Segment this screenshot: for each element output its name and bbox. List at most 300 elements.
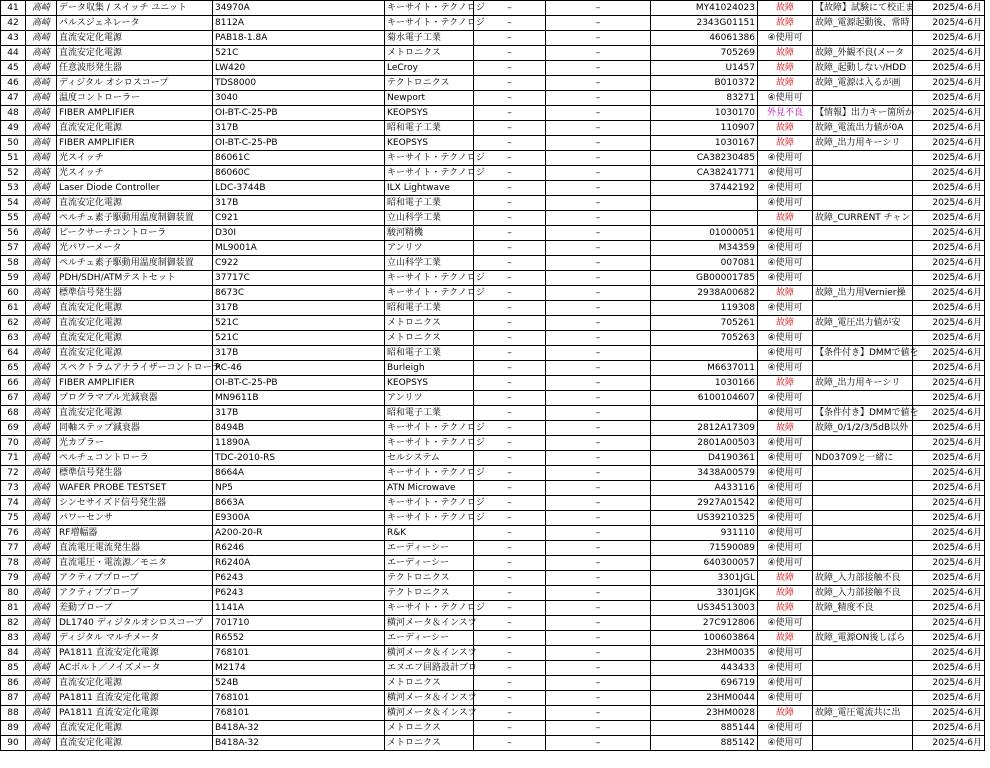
cell-site[interactable]: 高崎: [26, 721, 57, 736]
cell-dash-1[interactable]: –: [474, 466, 546, 481]
cell-equipment-name[interactable]: スペクトラムアナライザーコントローラ: [57, 361, 213, 376]
cell-note[interactable]: [813, 331, 913, 346]
cell-serial[interactable]: 37442192: [651, 181, 758, 196]
cell-model[interactable]: A200-20-R: [213, 526, 385, 541]
cell-dash-2[interactable]: –: [546, 316, 651, 331]
cell-maker[interactable]: エーディーシー: [385, 556, 474, 571]
cell-site[interactable]: 高崎: [26, 421, 57, 436]
cell-site[interactable]: 高崎: [26, 661, 57, 676]
cell-dash-2[interactable]: –: [546, 1, 651, 16]
cell-row-number[interactable]: 85: [1, 661, 26, 676]
cell-note[interactable]: [813, 436, 913, 451]
cell-date[interactable]: 2025/4-6月: [913, 331, 985, 346]
cell-row-number[interactable]: 64: [1, 346, 26, 361]
cell-model[interactable]: 521C: [213, 46, 385, 61]
cell-date[interactable]: 2025/4-6月: [913, 346, 985, 361]
cell-equipment-name[interactable]: ディジタル マルチメータ: [57, 631, 213, 646]
cell-dash-1[interactable]: –: [474, 166, 546, 181]
cell-equipment-name[interactable]: PA1811 直流安定化電源: [57, 706, 213, 721]
cell-site[interactable]: 高崎: [26, 256, 57, 271]
cell-row-number[interactable]: 87: [1, 691, 26, 706]
cell-serial[interactable]: 007081: [651, 256, 758, 271]
cell-date[interactable]: 2025/4-6月: [913, 16, 985, 31]
cell-model[interactable]: ML9001A: [213, 241, 385, 256]
cell-dash-2[interactable]: –: [546, 541, 651, 556]
cell-status[interactable]: 故障: [758, 136, 813, 151]
cell-site[interactable]: 高崎: [26, 391, 57, 406]
cell-equipment-name[interactable]: 直流安定化電源: [57, 316, 213, 331]
cell-model[interactable]: LDC-3744B: [213, 181, 385, 196]
cell-equipment-name[interactable]: ACボルト／ノイズメータ: [57, 661, 213, 676]
cell-dash-2[interactable]: –: [546, 601, 651, 616]
cell-date[interactable]: 2025/4-6月: [913, 436, 985, 451]
cell-model[interactable]: R6240A: [213, 556, 385, 571]
cell-site[interactable]: 高崎: [26, 601, 57, 616]
cell-maker[interactable]: キーサイト・テクノロジ: [385, 151, 474, 166]
cell-site[interactable]: 高崎: [26, 571, 57, 586]
cell-serial[interactable]: 931110: [651, 526, 758, 541]
cell-model[interactable]: 8112A: [213, 16, 385, 31]
cell-site[interactable]: 高崎: [26, 691, 57, 706]
cell-status[interactable]: 故障: [758, 16, 813, 31]
cell-equipment-name[interactable]: 直流電圧・電流源／モニタ: [57, 556, 213, 571]
cell-row-number[interactable]: 51: [1, 151, 26, 166]
cell-note[interactable]: [813, 166, 913, 181]
cell-dash-1[interactable]: –: [474, 331, 546, 346]
cell-date[interactable]: 2025/4-6月: [913, 361, 985, 376]
cell-site[interactable]: 高崎: [26, 376, 57, 391]
cell-status[interactable]: ④使用可: [758, 256, 813, 271]
cell-dash-1[interactable]: –: [474, 91, 546, 106]
cell-model[interactable]: P6243: [213, 571, 385, 586]
cell-serial[interactable]: 83271: [651, 91, 758, 106]
cell-dash-1[interactable]: –: [474, 631, 546, 646]
cell-maker[interactable]: キーサイト・テクノロジ: [385, 436, 474, 451]
cell-note[interactable]: [813, 91, 913, 106]
cell-status[interactable]: ④使用可: [758, 691, 813, 706]
cell-row-number[interactable]: 53: [1, 181, 26, 196]
cell-site[interactable]: 高崎: [26, 676, 57, 691]
cell-note[interactable]: [813, 541, 913, 556]
cell-equipment-name[interactable]: 直流安定化電源: [57, 31, 213, 46]
cell-dash-1[interactable]: –: [474, 736, 546, 751]
cell-equipment-name[interactable]: パワーセンサ: [57, 511, 213, 526]
cell-serial[interactable]: 100603864: [651, 631, 758, 646]
cell-dash-1[interactable]: –: [474, 721, 546, 736]
cell-equipment-name[interactable]: ペルチェ素子駆動用温度制御装置: [57, 256, 213, 271]
cell-dash-1[interactable]: –: [474, 226, 546, 241]
cell-note[interactable]: 故障_起動しない/HDD: [813, 61, 913, 76]
cell-serial[interactable]: U1457: [651, 61, 758, 76]
cell-dash-1[interactable]: –: [474, 481, 546, 496]
cell-equipment-name[interactable]: RF増幅器: [57, 526, 213, 541]
cell-equipment-name[interactable]: 同軸ステップ減衰器: [57, 421, 213, 436]
cell-dash-1[interactable]: –: [474, 526, 546, 541]
cell-date[interactable]: 2025/4-6月: [913, 721, 985, 736]
cell-serial[interactable]: 71590089: [651, 541, 758, 556]
cell-site[interactable]: 高崎: [26, 736, 57, 751]
cell-maker[interactable]: メトロニクス: [385, 316, 474, 331]
cell-date[interactable]: 2025/4-6月: [913, 631, 985, 646]
cell-note[interactable]: 【条件付き】DMMで値を: [813, 346, 913, 361]
cell-date[interactable]: 2025/4-6月: [913, 421, 985, 436]
cell-date[interactable]: 2025/4-6月: [913, 181, 985, 196]
cell-maker[interactable]: キーサイト・テクノロジ: [385, 496, 474, 511]
cell-note[interactable]: 故障_電源ON後しばら: [813, 631, 913, 646]
cell-maker[interactable]: 昭和電子工業: [385, 121, 474, 136]
cell-dash-1[interactable]: –: [474, 61, 546, 76]
cell-status[interactable]: ④使用可: [758, 406, 813, 421]
cell-site[interactable]: 高崎: [26, 46, 57, 61]
cell-model[interactable]: 317B: [213, 121, 385, 136]
cell-dash-1[interactable]: –: [474, 271, 546, 286]
cell-status[interactable]: ④使用可: [758, 466, 813, 481]
cell-date[interactable]: 2025/4-6月: [913, 256, 985, 271]
cell-serial[interactable]: M6637011: [651, 361, 758, 376]
cell-serial[interactable]: 3301JGL: [651, 571, 758, 586]
cell-dash-1[interactable]: –: [474, 421, 546, 436]
cell-site[interactable]: 高崎: [26, 61, 57, 76]
cell-status[interactable]: ④使用可: [758, 346, 813, 361]
cell-maker[interactable]: キーサイト・テクノロジ: [385, 16, 474, 31]
cell-maker[interactable]: キーサイト・テクノロジ: [385, 166, 474, 181]
cell-serial[interactable]: 885144: [651, 721, 758, 736]
cell-serial[interactable]: B010372: [651, 76, 758, 91]
cell-date[interactable]: 2025/4-6月: [913, 586, 985, 601]
cell-dash-1[interactable]: –: [474, 211, 546, 226]
cell-date[interactable]: 2025/4-6月: [913, 226, 985, 241]
cell-status[interactable]: ④使用可: [758, 511, 813, 526]
cell-dash-1[interactable]: –: [474, 646, 546, 661]
cell-site[interactable]: 高崎: [26, 631, 57, 646]
cell-status[interactable]: ④使用可: [758, 181, 813, 196]
cell-site[interactable]: 高崎: [26, 151, 57, 166]
cell-status[interactable]: 故障: [758, 421, 813, 436]
cell-dash-1[interactable]: –: [474, 316, 546, 331]
cell-site[interactable]: 高崎: [26, 106, 57, 121]
cell-dash-2[interactable]: –: [546, 646, 651, 661]
cell-serial[interactable]: 46061386: [651, 31, 758, 46]
cell-serial[interactable]: US39210325: [651, 511, 758, 526]
cell-status[interactable]: ④使用可: [758, 496, 813, 511]
cell-equipment-name[interactable]: 光パワーメータ: [57, 241, 213, 256]
cell-row-number[interactable]: 88: [1, 706, 26, 721]
cell-serial[interactable]: [651, 211, 758, 226]
cell-note[interactable]: 故障_精度不良: [813, 601, 913, 616]
cell-row-number[interactable]: 74: [1, 496, 26, 511]
cell-dash-2[interactable]: –: [546, 226, 651, 241]
cell-note[interactable]: 故障_0/1/2/3/5dB以外: [813, 421, 913, 436]
cell-row-number[interactable]: 89: [1, 721, 26, 736]
cell-model[interactable]: 8673C: [213, 286, 385, 301]
cell-row-number[interactable]: 75: [1, 511, 26, 526]
cell-row-number[interactable]: 86: [1, 676, 26, 691]
cell-note[interactable]: [813, 181, 913, 196]
cell-maker[interactable]: KEOPSYS: [385, 106, 474, 121]
cell-dash-1[interactable]: –: [474, 346, 546, 361]
cell-serial[interactable]: 23HM0035: [651, 646, 758, 661]
cell-note[interactable]: [813, 256, 913, 271]
cell-row-number[interactable]: 52: [1, 166, 26, 181]
cell-site[interactable]: 高崎: [26, 331, 57, 346]
cell-serial[interactable]: 27C912806: [651, 616, 758, 631]
cell-serial[interactable]: 1030166: [651, 376, 758, 391]
cell-serial[interactable]: [651, 346, 758, 361]
cell-maker[interactable]: メトロニクス: [385, 721, 474, 736]
cell-model[interactable]: 521C: [213, 316, 385, 331]
cell-dash-1[interactable]: –: [474, 46, 546, 61]
cell-equipment-name[interactable]: 直流安定化電源: [57, 721, 213, 736]
cell-dash-2[interactable]: –: [546, 676, 651, 691]
cell-maker[interactable]: ATN Microwave: [385, 481, 474, 496]
cell-model[interactable]: TDC-2010-RS: [213, 451, 385, 466]
cell-model[interactable]: D30I: [213, 226, 385, 241]
cell-row-number[interactable]: 49: [1, 121, 26, 136]
cell-maker[interactable]: LeCroy: [385, 61, 474, 76]
cell-row-number[interactable]: 66: [1, 376, 26, 391]
cell-site[interactable]: 高崎: [26, 76, 57, 91]
cell-model[interactable]: RC-46: [213, 361, 385, 376]
cell-serial[interactable]: 2938A00682: [651, 286, 758, 301]
cell-maker[interactable]: キーサイト・テクノロジ: [385, 1, 474, 16]
cell-date[interactable]: 2025/4-6月: [913, 616, 985, 631]
cell-model[interactable]: 768101: [213, 691, 385, 706]
cell-dash-2[interactable]: –: [546, 736, 651, 751]
cell-dash-2[interactable]: –: [546, 721, 651, 736]
cell-equipment-name[interactable]: アクティブプローブ: [57, 571, 213, 586]
cell-status[interactable]: ④使用可: [758, 646, 813, 661]
cell-note[interactable]: [813, 196, 913, 211]
cell-site[interactable]: 高崎: [26, 1, 57, 16]
cell-status[interactable]: ④使用可: [758, 436, 813, 451]
cell-row-number[interactable]: 56: [1, 226, 26, 241]
cell-serial[interactable]: 705263: [651, 331, 758, 346]
cell-note[interactable]: [813, 31, 913, 46]
cell-model[interactable]: NP5: [213, 481, 385, 496]
cell-model[interactable]: 37717C: [213, 271, 385, 286]
cell-dash-1[interactable]: –: [474, 361, 546, 376]
cell-dash-2[interactable]: –: [546, 421, 651, 436]
cell-dash-2[interactable]: –: [546, 451, 651, 466]
cell-maker[interactable]: キーサイト・テクノロジ: [385, 271, 474, 286]
cell-serial[interactable]: 2812A17309: [651, 421, 758, 436]
cell-dash-1[interactable]: –: [474, 286, 546, 301]
cell-model[interactable]: R6552: [213, 631, 385, 646]
cell-equipment-name[interactable]: FIBER AMPLIFIER: [57, 376, 213, 391]
cell-site[interactable]: 高崎: [26, 526, 57, 541]
cell-site[interactable]: 高崎: [26, 211, 57, 226]
cell-model[interactable]: P6243: [213, 586, 385, 601]
cell-status[interactable]: ④使用可: [758, 556, 813, 571]
cell-note[interactable]: ND03709と一緒に: [813, 451, 913, 466]
cell-note[interactable]: 故障_CURRENT チャン: [813, 211, 913, 226]
cell-dash-2[interactable]: –: [546, 256, 651, 271]
cell-equipment-name[interactable]: パルスジェネレータ: [57, 16, 213, 31]
cell-maker[interactable]: 立山科学工業: [385, 211, 474, 226]
cell-serial[interactable]: 2343G01151: [651, 16, 758, 31]
cell-model[interactable]: PAB18-1.8A: [213, 31, 385, 46]
cell-date[interactable]: 2025/4-6月: [913, 211, 985, 226]
cell-serial[interactable]: 443433: [651, 661, 758, 676]
cell-site[interactable]: 高崎: [26, 226, 57, 241]
cell-serial[interactable]: 23HM0044: [651, 691, 758, 706]
cell-status[interactable]: 故障: [758, 631, 813, 646]
cell-dash-1[interactable]: –: [474, 1, 546, 16]
cell-site[interactable]: 高崎: [26, 136, 57, 151]
cell-date[interactable]: 2025/4-6月: [913, 91, 985, 106]
cell-maker[interactable]: テクトロニクス: [385, 571, 474, 586]
cell-note[interactable]: [813, 691, 913, 706]
cell-dash-1[interactable]: –: [474, 121, 546, 136]
cell-date[interactable]: 2025/4-6月: [913, 106, 985, 121]
cell-note[interactable]: 故障_出力用キーシリ: [813, 376, 913, 391]
cell-dash-2[interactable]: –: [546, 406, 651, 421]
cell-serial[interactable]: [651, 406, 758, 421]
cell-row-number[interactable]: 54: [1, 196, 26, 211]
cell-model[interactable]: B418A-32: [213, 736, 385, 751]
cell-row-number[interactable]: 90: [1, 736, 26, 751]
cell-status[interactable]: ④使用可: [758, 31, 813, 46]
cell-row-number[interactable]: 77: [1, 541, 26, 556]
cell-dash-1[interactable]: –: [474, 706, 546, 721]
cell-maker[interactable]: 横河メータ＆インスツ: [385, 646, 474, 661]
cell-maker[interactable]: KEOPSYS: [385, 136, 474, 151]
cell-dash-2[interactable]: –: [546, 436, 651, 451]
cell-maker[interactable]: 昭和電子工業: [385, 196, 474, 211]
cell-dash-2[interactable]: –: [546, 526, 651, 541]
cell-row-number[interactable]: 57: [1, 241, 26, 256]
cell-status[interactable]: ④使用可: [758, 526, 813, 541]
cell-note[interactable]: [813, 496, 913, 511]
cell-date[interactable]: 2025/4-6月: [913, 466, 985, 481]
cell-date[interactable]: 2025/4-6月: [913, 736, 985, 751]
cell-date[interactable]: 2025/4-6月: [913, 76, 985, 91]
cell-serial[interactable]: 1030167: [651, 136, 758, 151]
cell-maker[interactable]: メトロニクス: [385, 46, 474, 61]
cell-model[interactable]: 521C: [213, 331, 385, 346]
cell-maker[interactable]: テクトロニクス: [385, 76, 474, 91]
cell-maker[interactable]: 横河メータ＆インスツ: [385, 691, 474, 706]
cell-row-number[interactable]: 81: [1, 601, 26, 616]
cell-equipment-name[interactable]: 標準信号発生器: [57, 466, 213, 481]
cell-maker[interactable]: 横河メータ＆インスツ: [385, 706, 474, 721]
cell-dash-2[interactable]: –: [546, 586, 651, 601]
cell-row-number[interactable]: 80: [1, 586, 26, 601]
cell-dash-1[interactable]: –: [474, 196, 546, 211]
cell-site[interactable]: 高崎: [26, 121, 57, 136]
cell-dash-2[interactable]: –: [546, 76, 651, 91]
cell-status[interactable]: 故障: [758, 601, 813, 616]
cell-note[interactable]: 故障_電圧出力値が安: [813, 316, 913, 331]
cell-maker[interactable]: キーサイト・テクノロジ: [385, 466, 474, 481]
cell-date[interactable]: 2025/4-6月: [913, 571, 985, 586]
cell-row-number[interactable]: 79: [1, 571, 26, 586]
cell-serial[interactable]: 2801A00503: [651, 436, 758, 451]
cell-equipment-name[interactable]: 光スイッチ: [57, 151, 213, 166]
cell-date[interactable]: 2025/4-6月: [913, 481, 985, 496]
cell-date[interactable]: 2025/4-6月: [913, 301, 985, 316]
cell-row-number[interactable]: 43: [1, 31, 26, 46]
cell-status[interactable]: ④使用可: [758, 241, 813, 256]
cell-date[interactable]: 2025/4-6月: [913, 46, 985, 61]
cell-dash-2[interactable]: –: [546, 181, 651, 196]
cell-dash-2[interactable]: –: [546, 241, 651, 256]
cell-dash-1[interactable]: –: [474, 436, 546, 451]
cell-model[interactable]: 317B: [213, 301, 385, 316]
cell-status[interactable]: ④使用可: [758, 271, 813, 286]
cell-equipment-name[interactable]: 直流安定化電源: [57, 46, 213, 61]
cell-status[interactable]: 故障: [758, 211, 813, 226]
cell-dash-2[interactable]: –: [546, 301, 651, 316]
cell-dash-1[interactable]: –: [474, 556, 546, 571]
cell-status[interactable]: ④使用可: [758, 361, 813, 376]
cell-equipment-name[interactable]: ペルチェ素子駆動用温度制御装置: [57, 211, 213, 226]
cell-model[interactable]: MN9611B: [213, 391, 385, 406]
cell-dash-2[interactable]: –: [546, 706, 651, 721]
cell-date[interactable]: 2025/4-6月: [913, 286, 985, 301]
cell-model[interactable]: 1141A: [213, 601, 385, 616]
cell-note[interactable]: [813, 526, 913, 541]
cell-model[interactable]: 86060C: [213, 166, 385, 181]
cell-model[interactable]: LW420: [213, 61, 385, 76]
cell-note[interactable]: 【故障】試験にて校正ま: [813, 1, 913, 16]
cell-equipment-name[interactable]: WAFER PROBE TESTSET: [57, 481, 213, 496]
cell-row-number[interactable]: 82: [1, 616, 26, 631]
cell-equipment-name[interactable]: 直流安定化電源: [57, 121, 213, 136]
cell-serial[interactable]: 23HM0028: [651, 706, 758, 721]
cell-serial[interactable]: CA38241771: [651, 166, 758, 181]
cell-site[interactable]: 高崎: [26, 301, 57, 316]
cell-status[interactable]: ④使用可: [758, 166, 813, 181]
cell-dash-1[interactable]: –: [474, 511, 546, 526]
cell-dash-2[interactable]: –: [546, 166, 651, 181]
cell-maker[interactable]: 菊水電子工業: [385, 31, 474, 46]
cell-dash-1[interactable]: –: [474, 241, 546, 256]
cell-status[interactable]: ④使用可: [758, 616, 813, 631]
cell-equipment-name[interactable]: プログラマブル光減衰器: [57, 391, 213, 406]
cell-row-number[interactable]: 60: [1, 286, 26, 301]
cell-site[interactable]: 高崎: [26, 586, 57, 601]
cell-equipment-name[interactable]: 直流安定化電源: [57, 676, 213, 691]
cell-site[interactable]: 高崎: [26, 196, 57, 211]
cell-note[interactable]: [813, 466, 913, 481]
cell-dash-2[interactable]: –: [546, 466, 651, 481]
cell-status[interactable]: ④使用可: [758, 736, 813, 751]
cell-maker[interactable]: メトロニクス: [385, 331, 474, 346]
cell-dash-1[interactable]: –: [474, 616, 546, 631]
cell-status[interactable]: 故障: [758, 571, 813, 586]
cell-equipment-name[interactable]: Laser Diode Controller: [57, 181, 213, 196]
cell-row-number[interactable]: 45: [1, 61, 26, 76]
cell-dash-2[interactable]: –: [546, 481, 651, 496]
cell-equipment-name[interactable]: PDH/SDH/ATMテストセット: [57, 271, 213, 286]
cell-dash-1[interactable]: –: [474, 691, 546, 706]
cell-date[interactable]: 2025/4-6月: [913, 556, 985, 571]
cell-date[interactable]: 2025/4-6月: [913, 391, 985, 406]
cell-date[interactable]: 2025/4-6月: [913, 451, 985, 466]
cell-dash-1[interactable]: –: [474, 31, 546, 46]
cell-dash-1[interactable]: –: [474, 106, 546, 121]
cell-note[interactable]: [813, 481, 913, 496]
cell-maker[interactable]: アンリツ: [385, 241, 474, 256]
cell-model[interactable]: 524B: [213, 676, 385, 691]
cell-site[interactable]: 高崎: [26, 511, 57, 526]
cell-dash-1[interactable]: –: [474, 406, 546, 421]
cell-model[interactable]: 701710: [213, 616, 385, 631]
cell-status[interactable]: 故障: [758, 76, 813, 91]
cell-row-number[interactable]: 62: [1, 316, 26, 331]
cell-note[interactable]: [813, 616, 913, 631]
